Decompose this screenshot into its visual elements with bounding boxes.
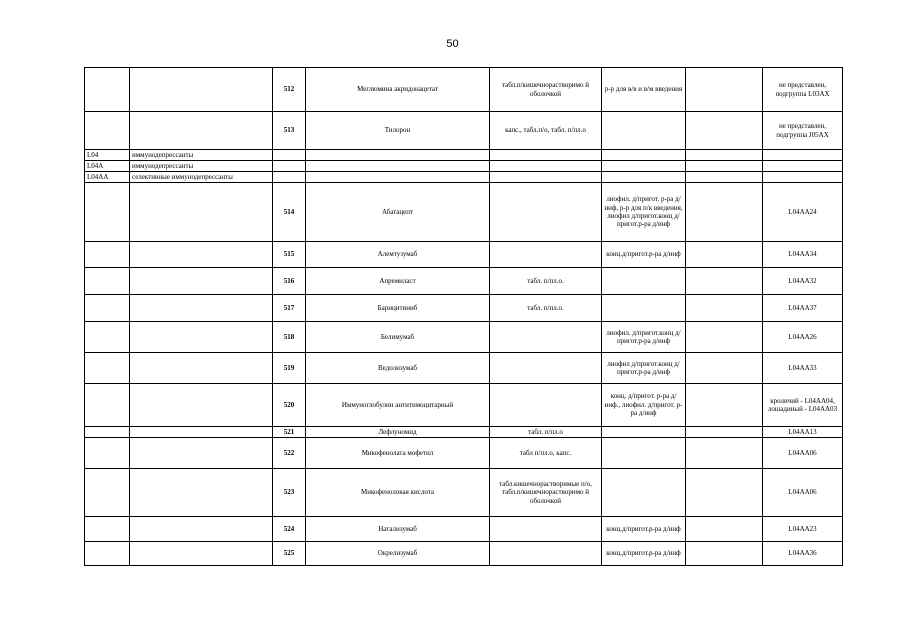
table-row: [85, 469, 843, 517]
atc-code: L04AA06: [763, 438, 843, 469]
table-row: [85, 112, 843, 150]
atc-code: [763, 172, 843, 183]
injection-form: [602, 295, 686, 322]
oral-form: [490, 161, 602, 172]
injection-form: лиофил. д/пригот. р-ра д/инф, р-р для п/к введения, лиофил д/пригот.конц д/пригот.р-ра д/инф: [602, 183, 686, 242]
atc-code: не представлен, подгруппа J05AX: [763, 112, 843, 150]
drug-table: [84, 67, 843, 566]
blank-cell: [686, 353, 763, 384]
oral-form: табл. п/пл.о.: [490, 268, 602, 295]
drug-name: Микофеноловая кислота: [306, 469, 490, 517]
blank-cell: [686, 112, 763, 150]
atc-group-code: L04A: [85, 161, 130, 172]
atc-code: L04AA23: [763, 517, 843, 542]
row-number: [273, 150, 306, 161]
row-number: 517: [273, 295, 306, 322]
table-row: [85, 268, 843, 295]
table-body: [85, 68, 843, 566]
group-name: [130, 427, 273, 438]
group-name: [130, 183, 273, 242]
row-number: 525: [273, 542, 306, 566]
drug-name: [306, 172, 490, 183]
drug-name: Алемтузумаб: [306, 242, 490, 268]
table-row: [85, 427, 843, 438]
row-number: 521: [273, 427, 306, 438]
drug-name: [306, 150, 490, 161]
injection-form: конц.д/пригот.р-ра д/инф: [602, 242, 686, 268]
drug-name: Абатацепт: [306, 183, 490, 242]
atc-code: L04AA06: [763, 469, 843, 517]
table-row: [85, 68, 843, 112]
table-row: [85, 242, 843, 268]
atc-group-code: [85, 384, 130, 427]
table-row: [85, 384, 843, 427]
atc-code: L04AA24: [763, 183, 843, 242]
blank-cell: [686, 438, 763, 469]
atc-code: [763, 150, 843, 161]
injection-form: [602, 172, 686, 183]
oral-form: табл. п/пл.о.: [490, 295, 602, 322]
atc-code: L04AA26: [763, 322, 843, 353]
injection-form: лиофил. д/пригот.конц д/пригот.р-ра д/инф: [602, 322, 686, 353]
oral-form: капс., табл.п/о, табл. п/пл.о: [490, 112, 602, 150]
drug-name: Иммуноглобулин антитимоцитарный: [306, 384, 490, 427]
group-name: селективные иммунодепрессанты: [130, 172, 273, 183]
oral-form: [490, 542, 602, 566]
atc-code: [763, 161, 843, 172]
atc-group-code: [85, 268, 130, 295]
atc-code: L04AA34: [763, 242, 843, 268]
atc-group-code: [85, 427, 130, 438]
oral-form: табл.кишечнорастворимые п/о, табл.п/кишечнорастворимо й оболочкой: [490, 469, 602, 517]
drug-name: Барицитиниб: [306, 295, 490, 322]
group-name: [130, 384, 273, 427]
table-row: [85, 353, 843, 384]
table-row: [85, 183, 843, 242]
atc-group-code: [85, 322, 130, 353]
drug-name: [306, 161, 490, 172]
drug-name: Окрелизумаб: [306, 542, 490, 566]
injection-form: конц. д/пригот. р-ра д/инф., лиофил. д/пригот. р-ра д/инф: [602, 384, 686, 427]
row-number: 518: [273, 322, 306, 353]
row-number: [273, 172, 306, 183]
injection-form: [602, 161, 686, 172]
table-row: [85, 517, 843, 542]
atc-group-code: [85, 68, 130, 112]
drug-name: Лефлуномид: [306, 427, 490, 438]
oral-form: [490, 322, 602, 353]
drug-name: Ведолизумаб: [306, 353, 490, 384]
table-row: [85, 322, 843, 353]
group-name: [130, 112, 273, 150]
injection-form: [602, 438, 686, 469]
group-name: [130, 322, 273, 353]
blank-cell: [686, 242, 763, 268]
injection-form: [602, 112, 686, 150]
injection-form: [602, 150, 686, 161]
blank-cell: [686, 68, 763, 112]
blank-cell: [686, 183, 763, 242]
oral-form: [490, 353, 602, 384]
blank-cell: [686, 322, 763, 353]
row-number: 515: [273, 242, 306, 268]
blank-cell: [686, 268, 763, 295]
oral-form: [490, 150, 602, 161]
blank-cell: [686, 469, 763, 517]
group-name: [130, 542, 273, 566]
injection-form: [602, 427, 686, 438]
oral-form: [490, 517, 602, 542]
group-name: [130, 517, 273, 542]
atc-group-code: [85, 295, 130, 322]
page-number: 50: [446, 38, 459, 50]
group-name: [130, 353, 273, 384]
drug-name: Тилорон: [306, 112, 490, 150]
blank-cell: [686, 517, 763, 542]
row-number: 523: [273, 469, 306, 517]
table-row: [85, 438, 843, 469]
atc-group-code: L04AA: [85, 172, 130, 183]
group-name: [130, 469, 273, 517]
atc-code: L04AA33: [763, 353, 843, 384]
blank-cell: [686, 150, 763, 161]
blank-cell: [686, 172, 763, 183]
drug-name: Микофенолата мофетил: [306, 438, 490, 469]
drug-name: Белимумаб: [306, 322, 490, 353]
table-row: [85, 172, 843, 183]
row-number: [273, 161, 306, 172]
row-number: 520: [273, 384, 306, 427]
atc-group-code: [85, 353, 130, 384]
row-number: 512: [273, 68, 306, 112]
atc-group-code: [85, 517, 130, 542]
atc-code: не представлен, подгруппа L03AX: [763, 68, 843, 112]
atc-code: кроличий - L04AA04, лошадиный - L04AA03: [763, 384, 843, 427]
atc-code: L04AA37: [763, 295, 843, 322]
atc-group-code: [85, 183, 130, 242]
injection-form: [602, 469, 686, 517]
oral-form: табл. п/пл.о: [490, 427, 602, 438]
injection-form: [602, 268, 686, 295]
row-number: 524: [273, 517, 306, 542]
drug-name: Апремиласт: [306, 268, 490, 295]
table-row: [85, 542, 843, 566]
blank-cell: [686, 384, 763, 427]
injection-form: р-р для в/в и в/м введения: [602, 68, 686, 112]
injection-form: конц.д/пригот.р-ра д/инф: [602, 517, 686, 542]
group-name: [130, 295, 273, 322]
blank-cell: [686, 295, 763, 322]
blank-cell: [686, 161, 763, 172]
table-row: [85, 295, 843, 322]
oral-form: [490, 172, 602, 183]
atc-group-code: [85, 438, 130, 469]
group-name: [130, 268, 273, 295]
blank-cell: [686, 542, 763, 566]
row-number: 522: [273, 438, 306, 469]
group-name: иммунодепрессанты: [130, 161, 273, 172]
group-name: [130, 438, 273, 469]
atc-code: L04AA13: [763, 427, 843, 438]
row-number: 516: [273, 268, 306, 295]
injection-form: конц.д/пригот.р-ра д/инф: [602, 542, 686, 566]
group-name: [130, 68, 273, 112]
table-row: [85, 161, 843, 172]
row-number: 519: [273, 353, 306, 384]
row-number: 513: [273, 112, 306, 150]
atc-group-code: [85, 469, 130, 517]
oral-form: табл п/пл.о, капс.: [490, 438, 602, 469]
oral-form: [490, 242, 602, 268]
injection-form: лиофил д/пригот.конц д/пригот.р-ра д/инф: [602, 353, 686, 384]
table-row: [85, 150, 843, 161]
atc-code: L04AA32: [763, 268, 843, 295]
atc-group-code: [85, 542, 130, 566]
blank-cell: [686, 427, 763, 438]
drug-name: Натализумаб: [306, 517, 490, 542]
atc-group-code: [85, 112, 130, 150]
atc-code: L04AA36: [763, 542, 843, 566]
group-name: [130, 242, 273, 268]
group-name: иммунодепрессанты: [130, 150, 273, 161]
drug-name: Меглюмина акридонацетат: [306, 68, 490, 112]
oral-form: [490, 183, 602, 242]
atc-group-code: L04: [85, 150, 130, 161]
atc-group-code: [85, 242, 130, 268]
oral-form: табл.п/кишечнорастворимо й оболочкой: [490, 68, 602, 112]
row-number: 514: [273, 183, 306, 242]
oral-form: [490, 384, 602, 427]
